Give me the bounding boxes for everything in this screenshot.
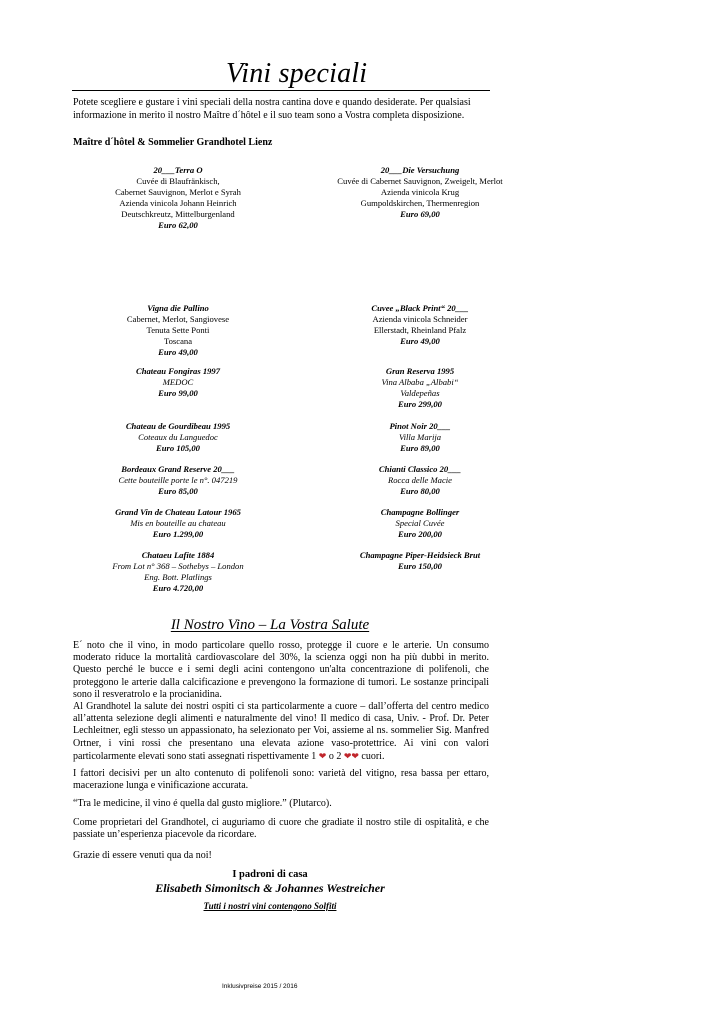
wine-entry [310, 303, 530, 347]
wine-price: Euro 299,00 [398, 399, 442, 409]
wine-name: 20___Terra O [153, 165, 203, 175]
wine-detail: Toscana [163, 336, 193, 346]
wine-price: Euro 62,00 [158, 220, 198, 230]
wine-price: Euro 89,00 [400, 443, 440, 453]
wine-entry [68, 421, 288, 454]
hosts-names: Elisabeth Simonitsch & Johannes Westreicher [155, 881, 385, 895]
wine-detail: Villa Marija [398, 432, 442, 442]
wine-entry [68, 165, 288, 231]
wine-price: Euro 99,00 [158, 388, 198, 398]
health-paragraph [73, 640, 489, 763]
footer-note: Inklusivpreise 2015 / 2016 [222, 983, 298, 990]
wine-detail: Cuvée di Cabernet Sauvignon, Zweigelt, Merlot [337, 176, 503, 186]
wine-entry [68, 303, 288, 358]
sommelier-heading: Maître d´hôtel & Sommelier Grandhotel Lienz [73, 137, 273, 148]
wine-detail: Deutschkreutz, Mittelburgenland [121, 209, 235, 219]
wine-entry [310, 507, 530, 540]
section-title: Il Nostro Vino – La Vostra Salute [170, 617, 370, 633]
wine-name: Vigna die Pallino [147, 303, 209, 313]
health-paragraph-2-end: cuori. [361, 750, 385, 762]
wine-detail: Azienda vinicola Krug [380, 187, 460, 197]
intro-text: Potete scegliere e gustare i vini speciali della nostra cantina dove e quando desiderate. Per qualsiasi informazione in merito il nostro Maître d´hôtel e il suo team sono a Vostra completa disposizione. [73, 97, 471, 121]
wine-price: Euro 4.720,00 [152, 583, 204, 593]
title-divider [72, 90, 490, 91]
wine-detail: Vina Albaba „Albabi“ [381, 377, 459, 387]
health-paragraph-2-mid: o 2 [328, 750, 342, 762]
wine-price: Euro 49,00 [158, 347, 198, 357]
wine-detail: Cuvée di Blaufränkisch, [136, 176, 220, 186]
polyphenol-paragraph: I fattori decisivi per un alto contenuto di polifenoli sono: varietà del vitigno, resa bassa per ettaro, macerazione lunga e vinificazione accurata. [73, 768, 489, 792]
wine-price: Euro 69,00 [400, 209, 440, 219]
wine-detail: Cabernet, Merlot, Sangiovese [126, 314, 230, 324]
wine-price: Euro 150,00 [398, 561, 442, 571]
sulfite-note: Tutti i nostri vini contengono Solfiti [203, 901, 337, 911]
wine-name: Chataeu Lafite 1884 [141, 550, 215, 560]
wine-detail: Rocca delle Macie [388, 475, 452, 485]
wine-detail: Cette bouteille porte le n°. 047219 [118, 475, 238, 485]
wine-name: Cuvee „Black Print“ 20___ [371, 303, 469, 313]
quote-text: “Tra le medicine, il vino é quella dal gusto migliore.” (Plutarco). [73, 798, 332, 809]
owners-paragraph: Come proprietari del Grandhotel, ci auguriamo di cuore che gradiate il nostro stile di ospitalità, e che passiate un’esperienza piacevole da ricordare. [73, 817, 489, 841]
heart-icon: ❤ [343, 750, 352, 761]
wine-entry [68, 550, 288, 594]
wine-entry [310, 165, 530, 220]
wine-detail: Tenuta Sette Ponti [146, 325, 210, 335]
wine-detail: Eng. Bott. Platlings [144, 572, 212, 582]
wine-price: Euro 49,00 [400, 336, 440, 346]
wine-detail: From Lot n° 368 – Sothebys – London [112, 561, 244, 571]
wine-name: Chateau de Gourdibeau 1995 [125, 421, 231, 431]
wine-detail: Mis en bouteille au chateau [130, 518, 226, 528]
wine-price: Euro 105,00 [156, 443, 200, 453]
wine-name: Gran Reserva 1995 [385, 366, 455, 376]
wine-detail: Special Cuvée [395, 518, 445, 528]
wine-entry [310, 550, 530, 572]
wine-entry [68, 464, 288, 497]
wine-detail: Coteaux du Languedoc [138, 432, 218, 442]
wine-name: Grand Vin de Chateau Latour 1965 [115, 507, 241, 517]
thanks-text: Grazie di essere venuti qua da noi! [73, 850, 212, 861]
wine-name: Pinot Noir 20___ [389, 421, 451, 431]
hosts-label: I padroni di casa [232, 869, 308, 880]
wine-entry [68, 507, 288, 540]
wine-name: Chianti Classico 20___ [378, 464, 462, 474]
wine-detail: Azienda vinicola Johann Heinrich [119, 198, 237, 208]
wine-detail: Ellerstadt, Rheinland Pfalz [373, 325, 467, 335]
heart-icon: ❤ [318, 750, 327, 761]
wine-price: Euro 200,00 [398, 529, 442, 539]
wine-detail: Valdepeñas [400, 388, 440, 398]
wine-name: Champagne Piper-Heidsieck Brut [359, 550, 481, 560]
wine-detail: Azienda vinicola Schneider [372, 314, 468, 324]
health-paragraph-2: Al Grandhotel la salute dei nostri ospiti ci sta particolarmente a cuore – dall’offerta del centro medico all’attenta selezione degli alimenti e naturalmente del vino! Il medico di casa, Univ. - Prof. Dr. Peter Lechleitner, egli stesso un appassionato, ha selezionato per Voi, assieme al ns. sommelier Sig. Manfred Ortner, i vini rossi che presentano una elevata azione vaso-protettrice. Ai vini con valori particolarmente elevati sono stati assegnati rispettivamente 1 [73, 701, 489, 762]
wine-price: Euro 1.299,00 [152, 529, 204, 539]
wine-price: Euro 85,00 [158, 486, 198, 496]
health-paragraph-1: E´ noto che il vino, in modo particolare quello rosso, protegge il cuore e le arterie. Un consumo moderato riduce la mortalità cardiovascolare del 30%, la scienza oggi non ha più dubbi in merito. Questo perché le bucce e i semi degli acini contengono un'alta concentrazione di polifenoli, che proteggono le arterie dalla calcificazione e prevengono la formazione di tumori. Le sostanze principali sono il resveratrolo e la procianidina. [73, 640, 489, 700]
wine-name: Bordeaux Grand Reserve 20___ [121, 464, 235, 474]
wine-entry [310, 366, 530, 410]
heart-icon: ❤ [351, 750, 359, 761]
wine-entry [310, 464, 530, 497]
wine-entry [310, 421, 530, 454]
wine-price: Euro 80,00 [400, 486, 440, 496]
wine-name: Champagne Bollinger [380, 507, 460, 517]
wine-name: 20___Die Versuchung [380, 165, 460, 175]
wine-detail: Gumpoldskirchen, Thermenregion [360, 198, 480, 208]
wine-entry [68, 366, 288, 399]
page-title: Vini speciali [226, 58, 368, 89]
wine-name: Chateau Fongiras 1997 [135, 366, 221, 376]
wine-detail: Cabernet Sauvignon, Merlot e Syrah [115, 187, 241, 197]
wine-detail: MEDOC [162, 377, 194, 387]
